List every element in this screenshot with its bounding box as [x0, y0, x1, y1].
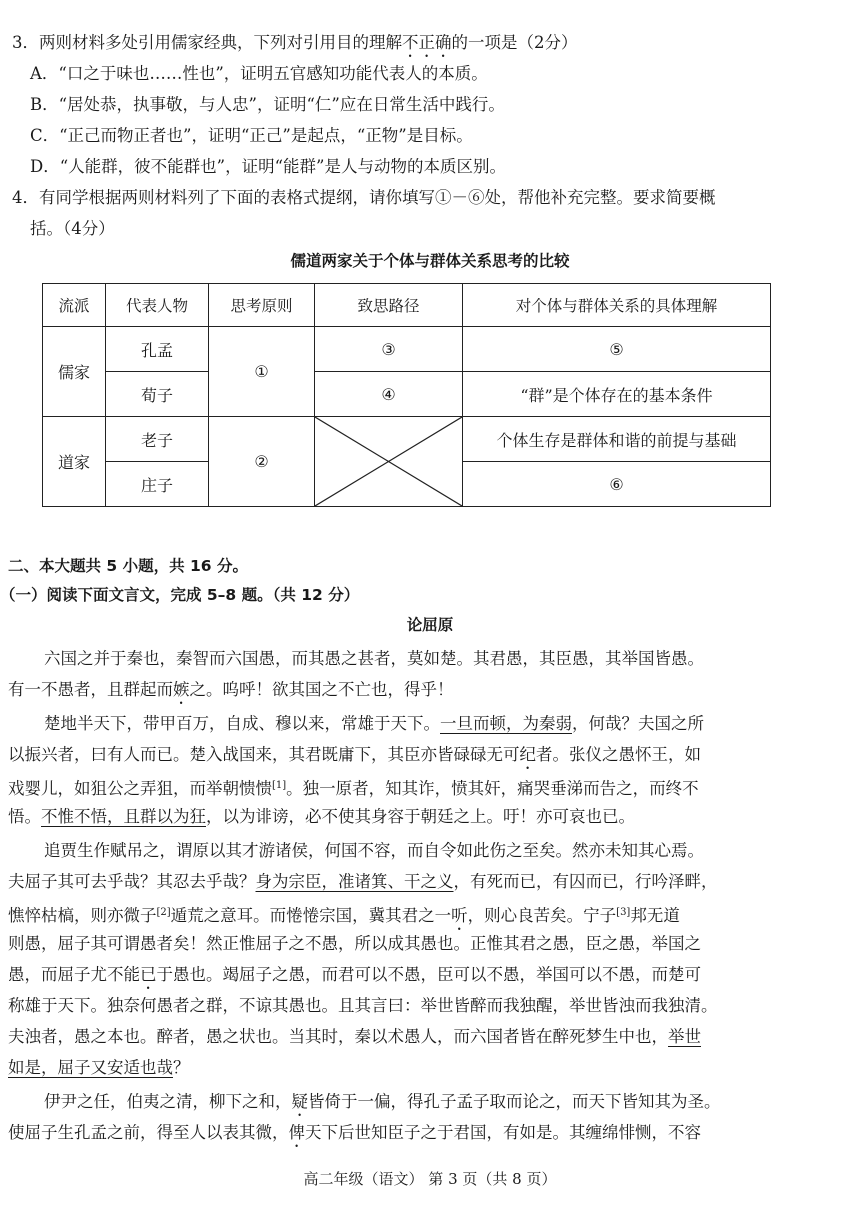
passage-text: ，以为诽谤，必不使其身容于朝廷之上。吁！亦可哀也已。: [206, 807, 635, 826]
cell-principle-blank: ②: [209, 417, 315, 507]
passage-text: 于愚也。竭屈子之愚，而君可以不愚，臣可以不愚，举国可以不愚，而楚可: [156, 965, 701, 984]
header-principle: 思考原则: [209, 284, 315, 327]
passage-text: 愚，而屈子尤不能: [8, 965, 140, 984]
passage-text: 悟。: [8, 807, 41, 826]
passage-text: 伊尹之任，伯夷之清，柳下之和，: [44, 1092, 292, 1111]
cell-understanding-blank: ⑥: [463, 462, 771, 507]
q4-stem-line1: 4．有同学根据两则材料列了下面的表格式提纲，请你填写①－⑥处，帮他补充完整。要求简要概: [12, 188, 716, 207]
cell-school-daoist: 道家: [43, 417, 106, 507]
q3-stem-text: 3．两则材料多处引用儒家经典，下列对引用目的理解: [12, 33, 402, 52]
passage-text: 以振兴者，曰有人而已。楚入战国来，其君既庸下，其臣亦皆碌碌无可: [8, 745, 520, 764]
emphasis-char: 嫉: [173, 680, 190, 699]
passage-text: 夫屈子其可去乎哉？其忍去乎哉？: [8, 872, 256, 891]
emphasis-char: 俾: [288, 1123, 305, 1142]
passage-text: 戏婴儿，如狙公之弄狙，而举朝愦愦: [8, 779, 272, 798]
passage-line: [8, 806, 635, 828]
cell-figure: 庄子: [106, 462, 209, 507]
passage-text: 楚地半天下，带甲百万，自成、穆以来，常雄于天下。: [44, 714, 440, 733]
passage-line: [8, 775, 699, 800]
header-path: 致思路径: [315, 284, 463, 327]
passage-line: [8, 1026, 701, 1048]
passage-text: 邦无道: [630, 906, 680, 925]
cell-figure: 孔孟: [106, 327, 209, 372]
section-heading: 二、本大题共 5 小题，共 16 分。: [8, 557, 248, 575]
cross-out-mark: [315, 417, 462, 506]
comparison-table: [42, 283, 771, 507]
passage-text: 之。呜呼！欲其国之不亡也，得乎！: [189, 680, 454, 699]
header-understanding: 对个体与群体关系的具体理解: [463, 284, 771, 327]
header-school: 流派: [43, 284, 106, 327]
passage-text: 皆倚于一偏，得孔子孟子取而论之，而天下皆知其为圣。: [308, 1092, 721, 1111]
emphasis-char: 已: [140, 965, 157, 984]
passage-line: 则愚，屈子其可谓愚者矣！然正惟屈子之不愚，所以成其愚也。正惟其君之愚，臣之愚，举国之: [8, 934, 701, 953]
underlined-sentence: 不惟不悟，且群以为狂: [41, 807, 206, 826]
table-header-row: [43, 284, 771, 327]
table-row: [43, 372, 771, 417]
passage-line: [8, 1057, 190, 1079]
cell-path-crossed: [315, 417, 463, 507]
emphasis-char: 疑: [291, 1092, 308, 1111]
passage-line: [8, 871, 718, 893]
footnote-ref: [3]: [616, 907, 631, 918]
passage-text: 夫浊者，愚之本也。醉者，愚之状也。当其时，秦以术愚人，而六国者皆在醉死梦生中也，: [8, 1027, 668, 1046]
passage-text: ，则心良苦矣。宁子: [467, 906, 617, 925]
q3-option-d: D．“人能群，彼不能群也”，证明“能群”是人与动物的本质区别。: [30, 157, 506, 176]
underlined-sentence: 举世: [668, 1027, 701, 1046]
passage-text: 有一不愚者，且群起而: [8, 680, 173, 699]
cell-principle-blank: ①: [209, 327, 315, 417]
passage-text: ，有死而已，有囚而已，行吟泽畔，: [453, 872, 718, 891]
passage-text: 使屈子生孔孟之前，得至人以表其微，: [8, 1123, 289, 1142]
footnote-ref: [2]: [156, 907, 171, 918]
passage-line: [8, 964, 701, 993]
q4-stem-line2: 括。（4分）: [30, 219, 115, 238]
passage-line: [44, 713, 704, 735]
table-row: [43, 327, 771, 372]
cell-path-blank: ③: [315, 327, 463, 372]
passage-line: 追贾生作赋吊之，谓原以其才游诸侯，何国不容，而自令如此伤之至矣。然亦未知其心焉。: [44, 841, 704, 860]
passage-text: 遁荒之意耳。而惓惓宗国，冀其君之一: [170, 906, 452, 925]
page-footer: 高二年级（语文） 第 3 页（共 8 页）: [303, 1170, 557, 1188]
q3-option-c: C．“正己而物正者也”，证明“正己”是起点，“正物”是目标。: [30, 126, 473, 145]
emphasis-char: 纪: [519, 745, 536, 764]
cell-school-confucian: 儒家: [43, 327, 106, 417]
cell-understanding-blank: ⑤: [463, 327, 771, 372]
q3-option-b: B．“居处恭，执事敬，与人忠”，证明“仁”应在日常生活中践行。: [30, 95, 505, 114]
passage-text: ，何哉？夫国之所: [572, 714, 704, 733]
q3-emphasis: 不正确: [402, 33, 452, 52]
passage-text: 天下后世知臣子之于君国，有如是。其缠绵悱恻，不容: [305, 1123, 701, 1142]
cell-understanding: “群”是个体存在的基本条件: [463, 372, 771, 417]
section-subheading: （一）阅读下面文言文，完成 5–8 题。（共 12 分）: [0, 586, 360, 604]
header-figures: 代表人物: [106, 284, 209, 327]
passage-line: [44, 1091, 721, 1120]
passage-line: 称雄于天下。独奈何愚者之群，不谅其愚也。且其言曰：举世皆醉而我独醒，举世皆浊而我独清。: [8, 996, 718, 1015]
q3-stem: [12, 32, 578, 61]
passage-line: [8, 902, 680, 934]
q3-option-a: A．“口之于味也……性也”，证明五官感知功能代表人的本质。: [30, 64, 488, 83]
table-row: [43, 417, 771, 462]
passage-title: 论屈原: [406, 616, 454, 634]
cell-figure: 老子: [106, 417, 209, 462]
cell-understanding: 个体生存是群体和谐的前提与基础: [463, 417, 771, 462]
cell-figure: 荀子: [106, 372, 209, 417]
cell-path-blank: ④: [315, 372, 463, 417]
footnote-ref: [1]: [272, 780, 287, 791]
underlined-sentence: 如是，屈子又安适也哉: [8, 1058, 173, 1077]
passage-line: 六国之并于秦也，秦智而六国愚，而其愚之甚者，莫如楚。其君愚，其臣愚，其举国皆愚。: [44, 649, 704, 668]
passage-text: 者。张仪之愚怀王，如: [536, 745, 701, 764]
q3-stem-tail: 的一项是（2分）: [451, 33, 578, 52]
table-caption: 儒道两家关于个体与群体关系思考的比较: [290, 252, 570, 270]
passage-line: [8, 679, 454, 708]
passage-line: [8, 744, 701, 773]
underlined-sentence: 身为宗臣，准诸箕、干之义: [255, 872, 454, 891]
passage-text: 。独一原者，知其诈，愤其奸，痛哭垂涕而告之，而终不: [286, 779, 699, 798]
passage-text: 憔悴枯槁，则亦微子: [8, 906, 157, 925]
passage-text: ？: [173, 1058, 190, 1077]
emphasis-char: 听: [451, 906, 468, 925]
underlined-sentence: 一旦而顿，为秦弱: [440, 714, 572, 733]
passage-line: [8, 1122, 701, 1151]
